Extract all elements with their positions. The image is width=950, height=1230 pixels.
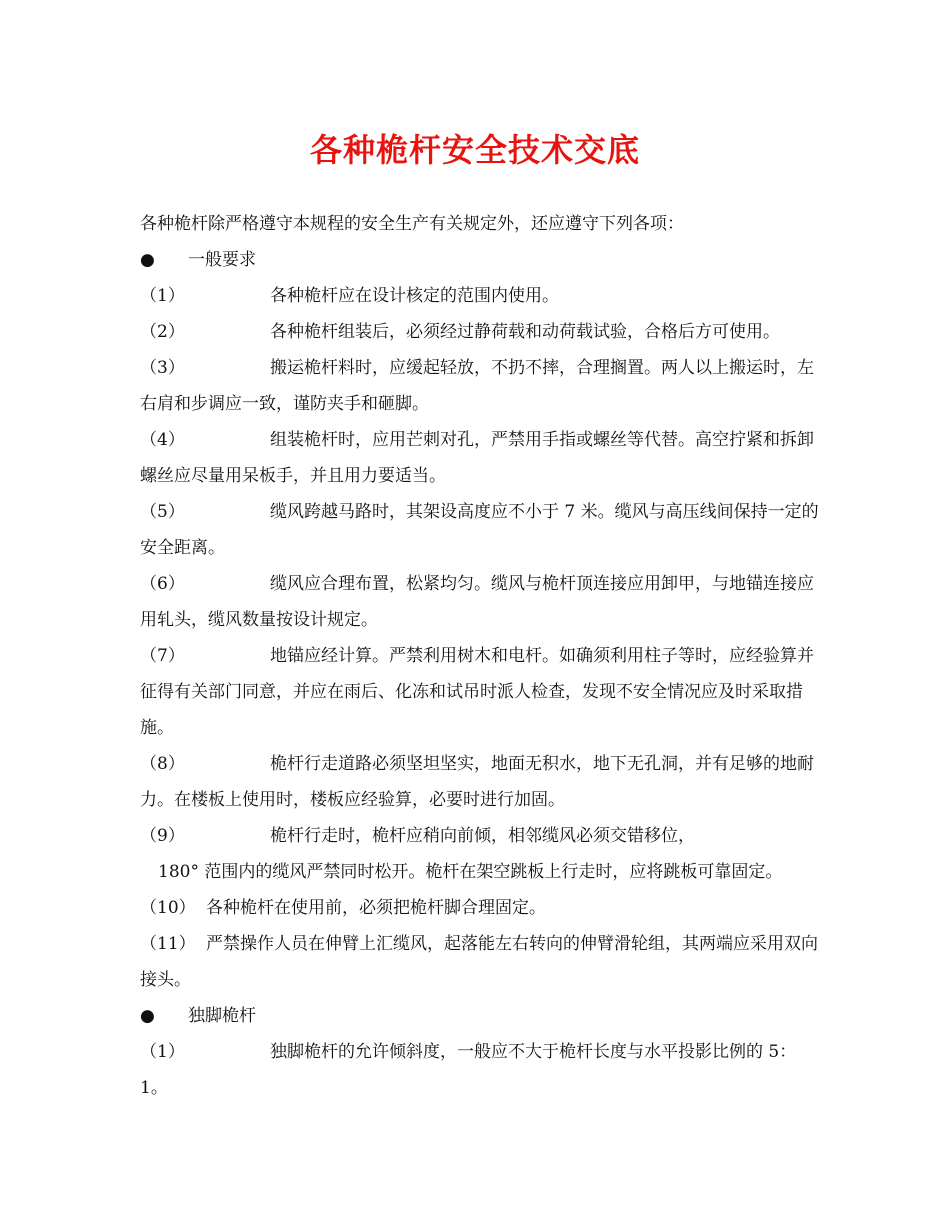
item-text: 组装桅杆时，应用芒刺对孔，严禁用手指或螺丝等代替。高空拧紧和拆卸螺丝应尽量用呆板手，并且用力要适当。	[140, 430, 814, 486]
intro-paragraph: 各种桅杆除严格遵守本规程的安全生产有关规定外，还应遵守下列各项：	[140, 214, 684, 234]
item-text: 各种桅杆应在设计核定的范围内使用。	[270, 286, 559, 306]
list-item	[140, 638, 820, 746]
section-heading-label: 独脚桅杆	[188, 1006, 256, 1026]
list-item	[140, 278, 820, 314]
item-text: 严禁操作人员在伸臂上汇缆风，起落能左右转向的伸臂滑轮组，其两端应采用双向接头。	[140, 934, 818, 990]
document-title: 各种桅杆安全技术交底	[309, 131, 640, 169]
item-text-continued: 180° 范围内的缆风严禁同时松开。桅杆在架空跳板上行走时，应将跳板可靠固定。	[158, 862, 783, 882]
item-number: （5）	[140, 502, 185, 522]
item-text: 桅杆行走道路必须坚坦坚实，地面无积水，地下无孔洞，并有足够的地耐力。在楼板上使用时，楼板应经验算，必要时进行加固。	[140, 754, 814, 810]
item-number: （7）	[140, 646, 185, 666]
item-number: （3）	[140, 358, 185, 378]
list-item	[140, 422, 820, 494]
item-text: 桅杆行走时，桅杆应稍向前倾，相邻缆风必须交错移位，	[270, 826, 695, 846]
list-item	[140, 890, 820, 926]
item-number: （6）	[140, 574, 185, 594]
item-text: 独脚桅杆的允许倾斜度，一般应不大于桅杆长度与水平投影比例的 5：1。	[140, 1042, 797, 1098]
list-item	[140, 494, 820, 566]
list-item	[140, 566, 820, 638]
list-item	[140, 1034, 820, 1106]
item-text: 地锚应经计算。严禁利用树木和电杆。如确须利用柱子等时，应经验算并征得有关部门同意，并应在雨后、化冻和试吊时派人检查，发现不安全情况应及时采取措施。	[140, 646, 814, 738]
item-number: （1）	[140, 1042, 185, 1062]
list-item	[140, 314, 820, 350]
item-number: （10）	[140, 898, 196, 918]
item-text: 各种桅杆在使用前，必须把桅杆脚合理固定。	[206, 898, 546, 918]
document-body	[140, 206, 820, 1106]
bullet-icon: ●	[140, 250, 155, 270]
bullet-icon: ●	[140, 1006, 155, 1026]
item-number: （1）	[140, 286, 185, 306]
item-number: （2）	[140, 322, 185, 342]
list-item	[140, 818, 820, 890]
list-item	[140, 926, 820, 998]
section-heading-general	[140, 242, 820, 278]
item-number: （11）	[140, 934, 196, 954]
item-number: （4）	[140, 430, 185, 450]
item-text: 缆风跨越马路时，其架设高度应不小于 7 米。缆风与高压线间保持一定的安全距离。	[140, 502, 819, 558]
list-item	[140, 350, 820, 422]
item-text: 搬运桅杆料时，应缓起轻放，不扔不摔，合理搁置。两人以上搬运时，左右肩和步调应一致，谨防夹手和砸脚。	[140, 358, 814, 414]
list-item	[140, 746, 820, 818]
item-number: （8）	[140, 754, 185, 774]
section-heading-single-mast	[140, 998, 820, 1034]
item-number: （9）	[140, 826, 185, 846]
item-text: 各种桅杆组装后，必须经过静荷载和动荷载试验，合格后方可使用。	[270, 322, 780, 342]
section-heading-label: 一般要求	[188, 250, 256, 270]
item-text: 缆风应合理布置，松紧均匀。缆风与桅杆顶连接应用卸甲，与地锚连接应用轧头，缆风数量按设计规定。	[140, 574, 814, 630]
